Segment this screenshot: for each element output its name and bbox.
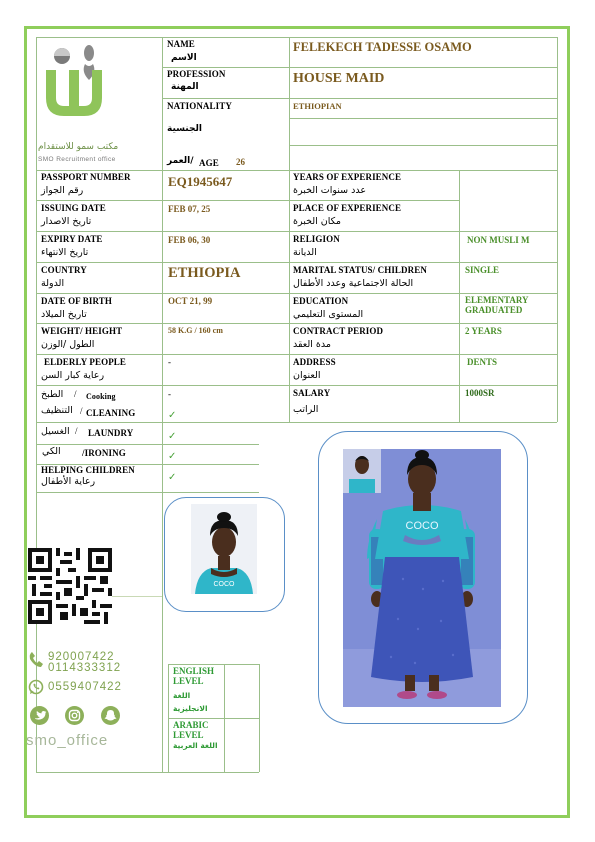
place-exp-label: PLACE OF EXPERIENCE [293, 203, 402, 213]
contract-label: CONTRACT PERIOD [293, 326, 384, 336]
passport-label-ar: رقم الجواز [41, 185, 84, 196]
issuing-label-ar: تاريخ الاصدار [41, 216, 92, 227]
cleaning-label: CLEANING [86, 408, 136, 418]
elderly-value: - [168, 357, 171, 367]
cooking-label-ar: الطبخ [41, 389, 64, 400]
laundry-sep: / [75, 426, 78, 436]
phone-number-2: 0114333312 [48, 662, 122, 674]
cleaning-check-icon: ✓ [168, 410, 177, 421]
phone-icon [28, 651, 44, 667]
photo-shirt-text: COCO [405, 520, 439, 532]
passport-value: EQ1945647 [168, 174, 233, 189]
age-label: AGE [199, 158, 219, 168]
nationality-label: NATIONALITY [167, 101, 232, 111]
nationality-value: ETHIOPIAN [293, 101, 342, 111]
profession-value: HOUSE MAID [293, 71, 385, 86]
dob-value: OCT 21, 99 [168, 296, 213, 306]
cleaning-label-ar: التنظيف [41, 405, 73, 416]
cooking-sep: / [74, 389, 77, 399]
children-label: HELPING CHILDREN [41, 465, 135, 475]
place-exp-label-ar: مكان الخبرة [293, 216, 341, 227]
passport-shirt-text: COCO [213, 581, 235, 588]
laundry-label: LAUNDRY [88, 428, 134, 438]
cleaning-sep: / [80, 406, 83, 416]
salary-label-ar: الراتب [293, 404, 319, 415]
marital-value: SINGLE [465, 265, 500, 275]
years-exp-label-ar: عدد سنوات الخبرة [293, 185, 366, 196]
education-label-ar: المستوى التعليمي [293, 309, 364, 320]
expiry-value: FEB 06, 30 [168, 235, 211, 245]
ironing-check-icon: ✓ [168, 451, 177, 462]
weight-label-ar: الطول /الوزن [41, 339, 95, 350]
years-exp-label: YEARS OF EXPERIENCE [293, 172, 402, 182]
elderly-label-ar: رعاية كبار السن [41, 370, 105, 381]
ironing-label-text: IRONING [84, 448, 126, 458]
children-label-ar: رعاية الأطفال [41, 476, 96, 487]
expiry-label: EXPIRY DATE [41, 234, 103, 244]
weight-label: WEIGHT/ HEIGHT [41, 326, 123, 336]
address-label: ADDRESS [293, 357, 336, 367]
marital-label-ar: الحالة الاجتماعية وعدد الأطفال [293, 278, 414, 289]
qr-code [28, 548, 112, 624]
passport-label: PASSPORT NUMBER [41, 172, 131, 182]
phone-number-1: 920007422 [48, 651, 115, 663]
logo-english-text: SMO Recruitment office [38, 156, 116, 163]
cooking-value: - [168, 389, 171, 399]
religion-label: RELIGION [293, 234, 340, 244]
issuing-value: FEB 07, 25 [168, 204, 211, 214]
english-level-label: ENGLISH LEVEL [173, 666, 215, 686]
children-check-icon: ✓ [168, 472, 177, 483]
dob-label-ar: تاريخ الميلاد [41, 309, 87, 320]
age-label-ar: العمر/ [167, 156, 194, 166]
name-label: NAME [167, 39, 195, 49]
country-label-ar: الدولة [41, 278, 65, 289]
arabic-level-label: ARABIC LEVEL [173, 720, 209, 740]
logo-arabic-text: مكتب سمو للاستقدام [38, 142, 119, 152]
social-handle: smo_office [26, 732, 109, 749]
twitter-icon[interactable] [30, 706, 49, 725]
address-label-ar: العنوان [293, 370, 321, 381]
english-level-label-ar: اللغة الانجليزية [173, 691, 208, 713]
contract-value: 2 YEARS [465, 326, 502, 336]
education-value: ELEMENTARY GRADUATED [465, 295, 529, 315]
issuing-label: ISSUING DATE [41, 203, 106, 213]
dob-label: DATE OF BIRTH [41, 296, 112, 306]
cooking-label: Cooking [86, 392, 116, 401]
religion-label-ar: الديانة [293, 247, 317, 258]
contract-label-ar: مدة العقد [293, 339, 331, 350]
name-value: FELEKECH TADESSE OSAMO [293, 40, 472, 54]
instagram-icon[interactable] [65, 706, 84, 725]
name-label-ar: الاسم [171, 53, 197, 63]
arabic-level-label-ar: اللغة العربية [173, 741, 218, 750]
snapchat-icon[interactable] [101, 706, 120, 725]
expiry-label-ar: تاريخ الانتهاء [41, 247, 89, 258]
whatsapp-icon [28, 679, 44, 695]
laundry-label-ar: الغسيل [41, 426, 70, 437]
salary-value: 1000SR [465, 388, 495, 398]
religion-value: NON MUSLI M [467, 235, 530, 245]
marital-label: MARITAL STATUS/ CHILDREN [293, 265, 427, 275]
salary-label: SALARY [293, 388, 331, 398]
weight-value: 58 K.G / 160 cm [168, 326, 223, 335]
nationality-label-ar: الجنسية [167, 124, 202, 134]
full-body-photo [343, 449, 501, 707]
whatsapp-number: 0559407422 [48, 681, 122, 693]
agency-logo [40, 42, 120, 142]
elderly-label: ELDERLY PEOPLE [44, 357, 127, 367]
ironing-label-ar: الكي [42, 446, 61, 457]
profession-label-ar: المهنة [171, 82, 199, 92]
education-label: EDUCATION [293, 296, 349, 306]
country-label: COUNTRY [41, 265, 87, 275]
address-value: DENTS [467, 357, 498, 367]
passport-photo [191, 504, 257, 594]
laundry-check-icon: ✓ [168, 431, 177, 442]
ironing-label: /IRONING [82, 448, 126, 458]
country-value: ETHIOPIA [168, 265, 241, 281]
age-value: 26 [236, 157, 245, 167]
profession-label: PROFESSION [167, 69, 226, 79]
